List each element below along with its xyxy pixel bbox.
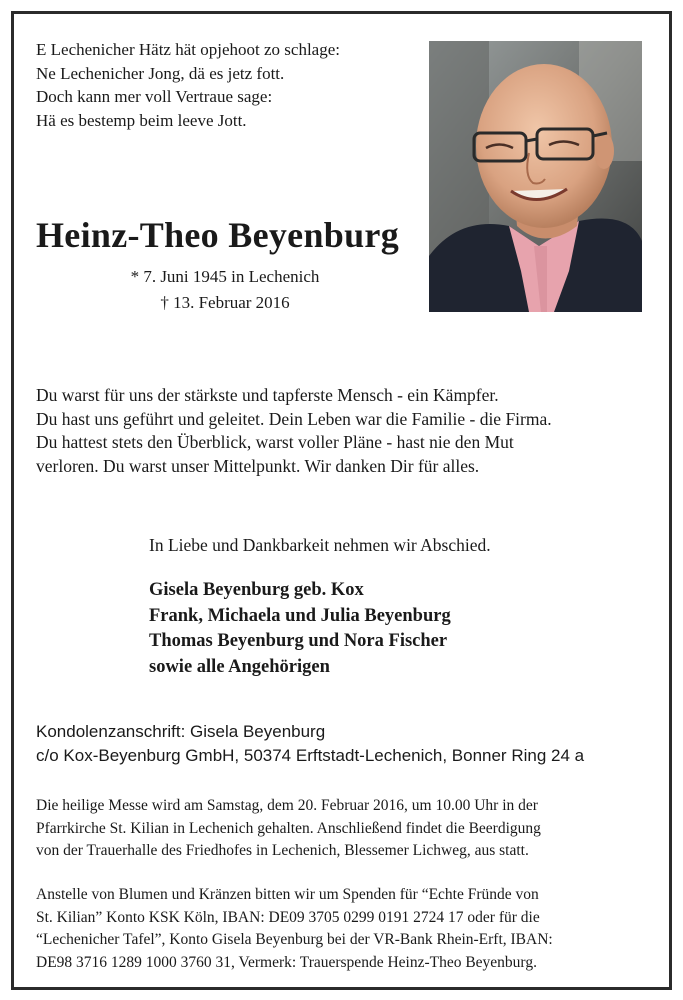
tribute-text [36,384,552,478]
death-date: † 13. Februar 2016 [160,293,290,312]
birth-date: * 7. Juni 1945 in Lechenich [130,267,320,286]
mass-notice-line: von der Trauerhalle des Friedhofes in Lechenich, Blessemer Lichweg, aus statt. [36,842,529,859]
donation-notice [36,884,646,974]
condolence-line: Kondolenzanschrift: Gisela Beyenburg [36,722,326,741]
portrait-photo [429,41,642,312]
mass-notice [36,795,646,863]
poem-line: E Lechenicher Hätz hät opjehoot zo schlage: [36,40,340,59]
mourner-entry: sowie alle Angehörigen [149,656,330,677]
life-dates [0,264,420,316]
memorial-poem [36,38,340,132]
farewell-line: In Liebe und Dankbarkeit nehmen wir Abschied. [149,535,491,555]
tribute-line: verloren. Du warst unser Mittelpunkt. Wir danken Dir für alles. [36,455,480,476]
donation-notice-line: St. Kilian” Konto KSK Köln, IBAN: DE09 3705 0299 0191 2724 17 oder für die [36,908,540,926]
tribute-line: Du hast uns geführt und geleitet. Dein Leben war die Familie - die Firma. [36,408,552,429]
tribute-line: Du warst für uns der stärkste und tapferste Mensch - ein Kämpfer. [36,385,499,405]
poem-line: Doch kann mer voll Vertraue sage: [36,87,273,106]
portrait-illustration [429,41,642,312]
donation-notice-line: DE98 3716 1289 1000 3760 31, Vermerk: Trauerspende Heinz-Theo Beyenburg. [36,953,537,971]
condolence-address [36,720,584,768]
mourner-entry: Gisela Beyenburg geb. Kox [149,580,364,600]
mourners-list [149,578,451,680]
poem-line: Hä es bestemp beim leeve Jott. [36,110,247,130]
mourner-entry: Frank, Michaela und Julia Beyenburg [149,605,451,626]
poem-line: Ne Lechenicher Jong, dä es jetz fott. [36,63,285,83]
donation-notice-line: Anstelle von Blumen und Kränzen bitten wir um Spenden für “Echte Fründe von [36,886,539,903]
tribute-line: Du hattest stets den Überblick, warst voller Pläne - hast nie den Mut [36,432,514,452]
mass-notice-line: Die heilige Messe wird am Samstag, dem 20. Februar 2016, um 10.00 Uhr in der [36,797,538,814]
mourner-entry: Thomas Beyenburg und Nora Fischer [149,631,448,651]
condolence-line: c/o Kox-Beyenburg GmbH, 50374 Erftstadt-Lechenich, Bonner Ring 24 a [36,746,585,765]
deceased-name: Heinz-Theo Beyenburg [36,215,399,255]
donation-notice-line: “Lechenicher Tafel”, Konto Gisela Beyenburg bei der VR-Bank Rhein-Erft, IBAN: [36,931,553,948]
mass-notice-line: Pfarrkirche St. Kilian in Lechenich gehalten. Anschließend findet die Beerdigung [36,819,541,837]
